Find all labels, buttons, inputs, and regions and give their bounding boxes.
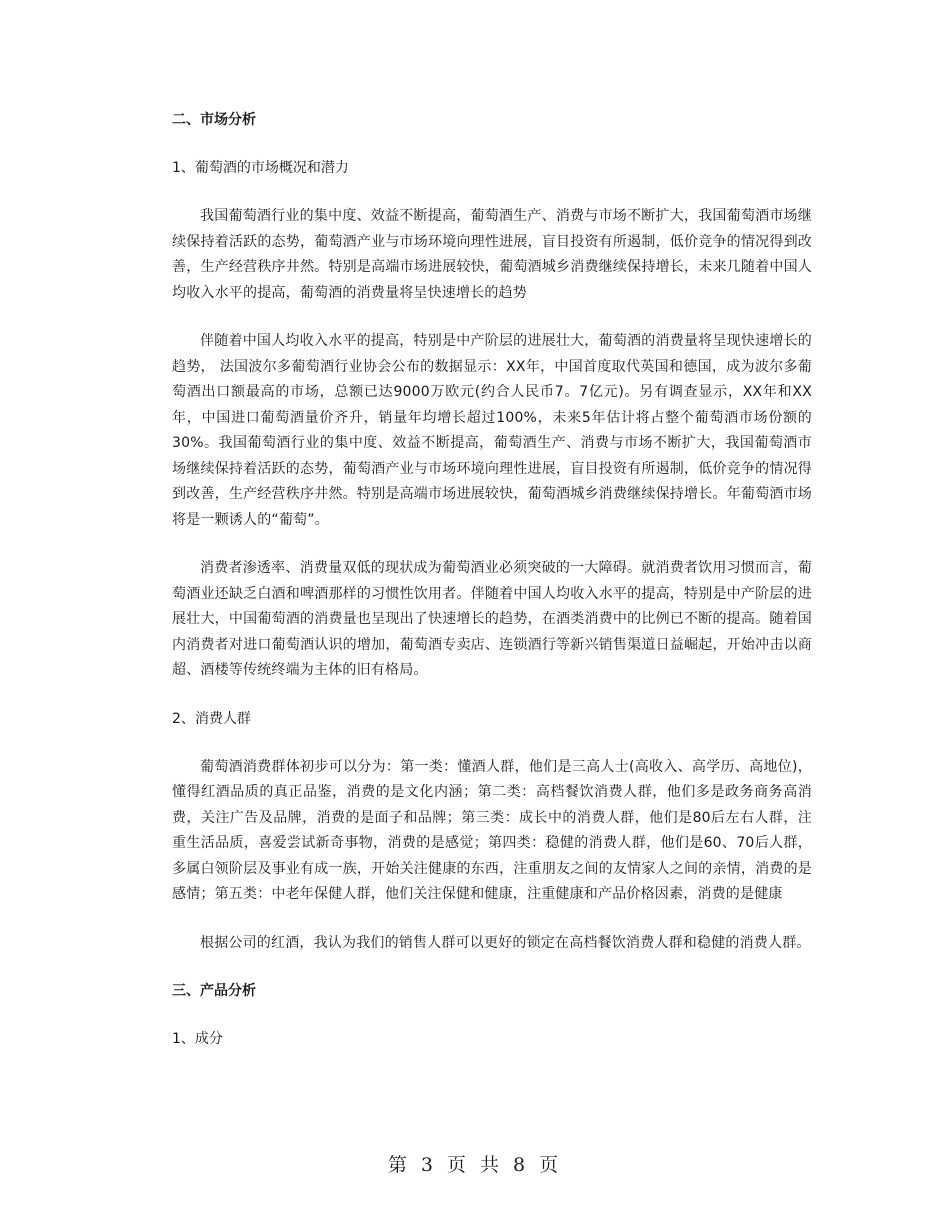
paragraph: 我国葡萄酒行业的集中度、效益不断提高，葡萄酒生产、消费与市场不断扩大，我国葡萄酒市场继续保持着活跃的态势，葡萄酒产业与市场环境向理性进展，盲目投资有所遏制，低价竞争的情况得到改善，生产经营秩序井然。特别是高端市场进展较快，葡萄酒城乡消费继续保持增长，未来几随着中国人均收入水平的提高，葡萄酒的消费量将呈快速增长的趋势: [172, 208, 812, 301]
subheading-consumer-groups: 2、消费人群: [172, 710, 251, 727]
subheading-wine-market-overview: 1、葡萄酒的市场概况和潜力: [172, 160, 349, 176]
section-heading-product-analysis: 三、产品分析: [172, 983, 256, 999]
paragraph: 伴随着中国人均收入水平的提高，特别是中产阶层的进展壮大，葡萄酒的消费量将呈现快速增长的趋势， 法国波尔多葡萄酒行业协会公布的数据显示：XX年，中国首度取代英国和德国，成为波尔多葡萄酒出口额最高的市场，总额已达9000万欧元(约合人民币7。7亿元)。另有调查显示，XX年和XX年，中国进口葡萄酒量价齐升，销量年均增长超过100%，未来5年估计将占整个葡萄酒市场份额的30%。我国葡萄酒行业的集中度、效益不断提高，葡萄酒生产、消费与市场不断扩大，我国葡萄酒市场继续保持着活跃的态势，葡萄酒产业与市场环境向理性进展，盲目投资有所遏制，低价竞争的情况得到改善，生产经营秩序井然。特别是高端市场进展较快，葡萄酒城乡消费继续保持增长。年葡萄酒市场将是一颗诱人的“葡萄”。: [172, 333, 812, 528]
paragraph: 根据公司的红酒，我认为我们的销售人群可以更好的锁定在高档餐饮消费人群和稳健的消费人群。: [200, 934, 811, 951]
paragraph: 消费者渗透率、消费量双低的现状成为葡萄酒业必须突破的一大障碍。就消费者饮用习惯而言，葡萄酒业还缺乏白酒和啤酒那样的习惯性饮用者。伴随着中国人均收入水平的提高，特别是中产阶层的进展壮大，中国葡萄酒的消费量也呈现出了快速增长的趋势，在酒类消费中的比例已不断的提高。随着国内消费者对进口葡萄酒认识的增加，葡萄酒专卖店、连锁酒行等新兴销售渠道日益崛起，开始冲击以商超、酒楼等传统终端为主体的旧有格局。: [172, 560, 812, 678]
document-body: [172, 108, 812, 1075]
subheading-ingredients: 1、成分: [172, 1031, 223, 1047]
section-heading-market-analysis: 二、市场分析: [172, 112, 256, 128]
page-number-footer: 第 3 页 共 8 页: [387, 1154, 563, 1176]
paragraph: 葡萄酒消费群体初步可以分为：第一类：懂酒人群，他们是三高人士(高收入、高学历、高地位)，懂得红酒品质的真正品鉴，消费的是文化内涵；第二类：高档餐饮消费人群，他们多是政务商务高消费，关注广告及品牌，消费的是面子和品牌；第三类：成长中的消费人群，他们是80后左右人群，注重生活品质，喜爱尝试新奇事物，消费的是感觉；第四类：稳健的消费人群，他们是60、70后人群，多属白领阶层及事业有成一族，开始关注健康的东西，注重朋友之间的友情家人之间的亲情，消费的是感情；第五类：中老年保健人群，他们关注保健和健康，注重健康和产品价格因素，消费的是健康: [172, 758, 812, 902]
